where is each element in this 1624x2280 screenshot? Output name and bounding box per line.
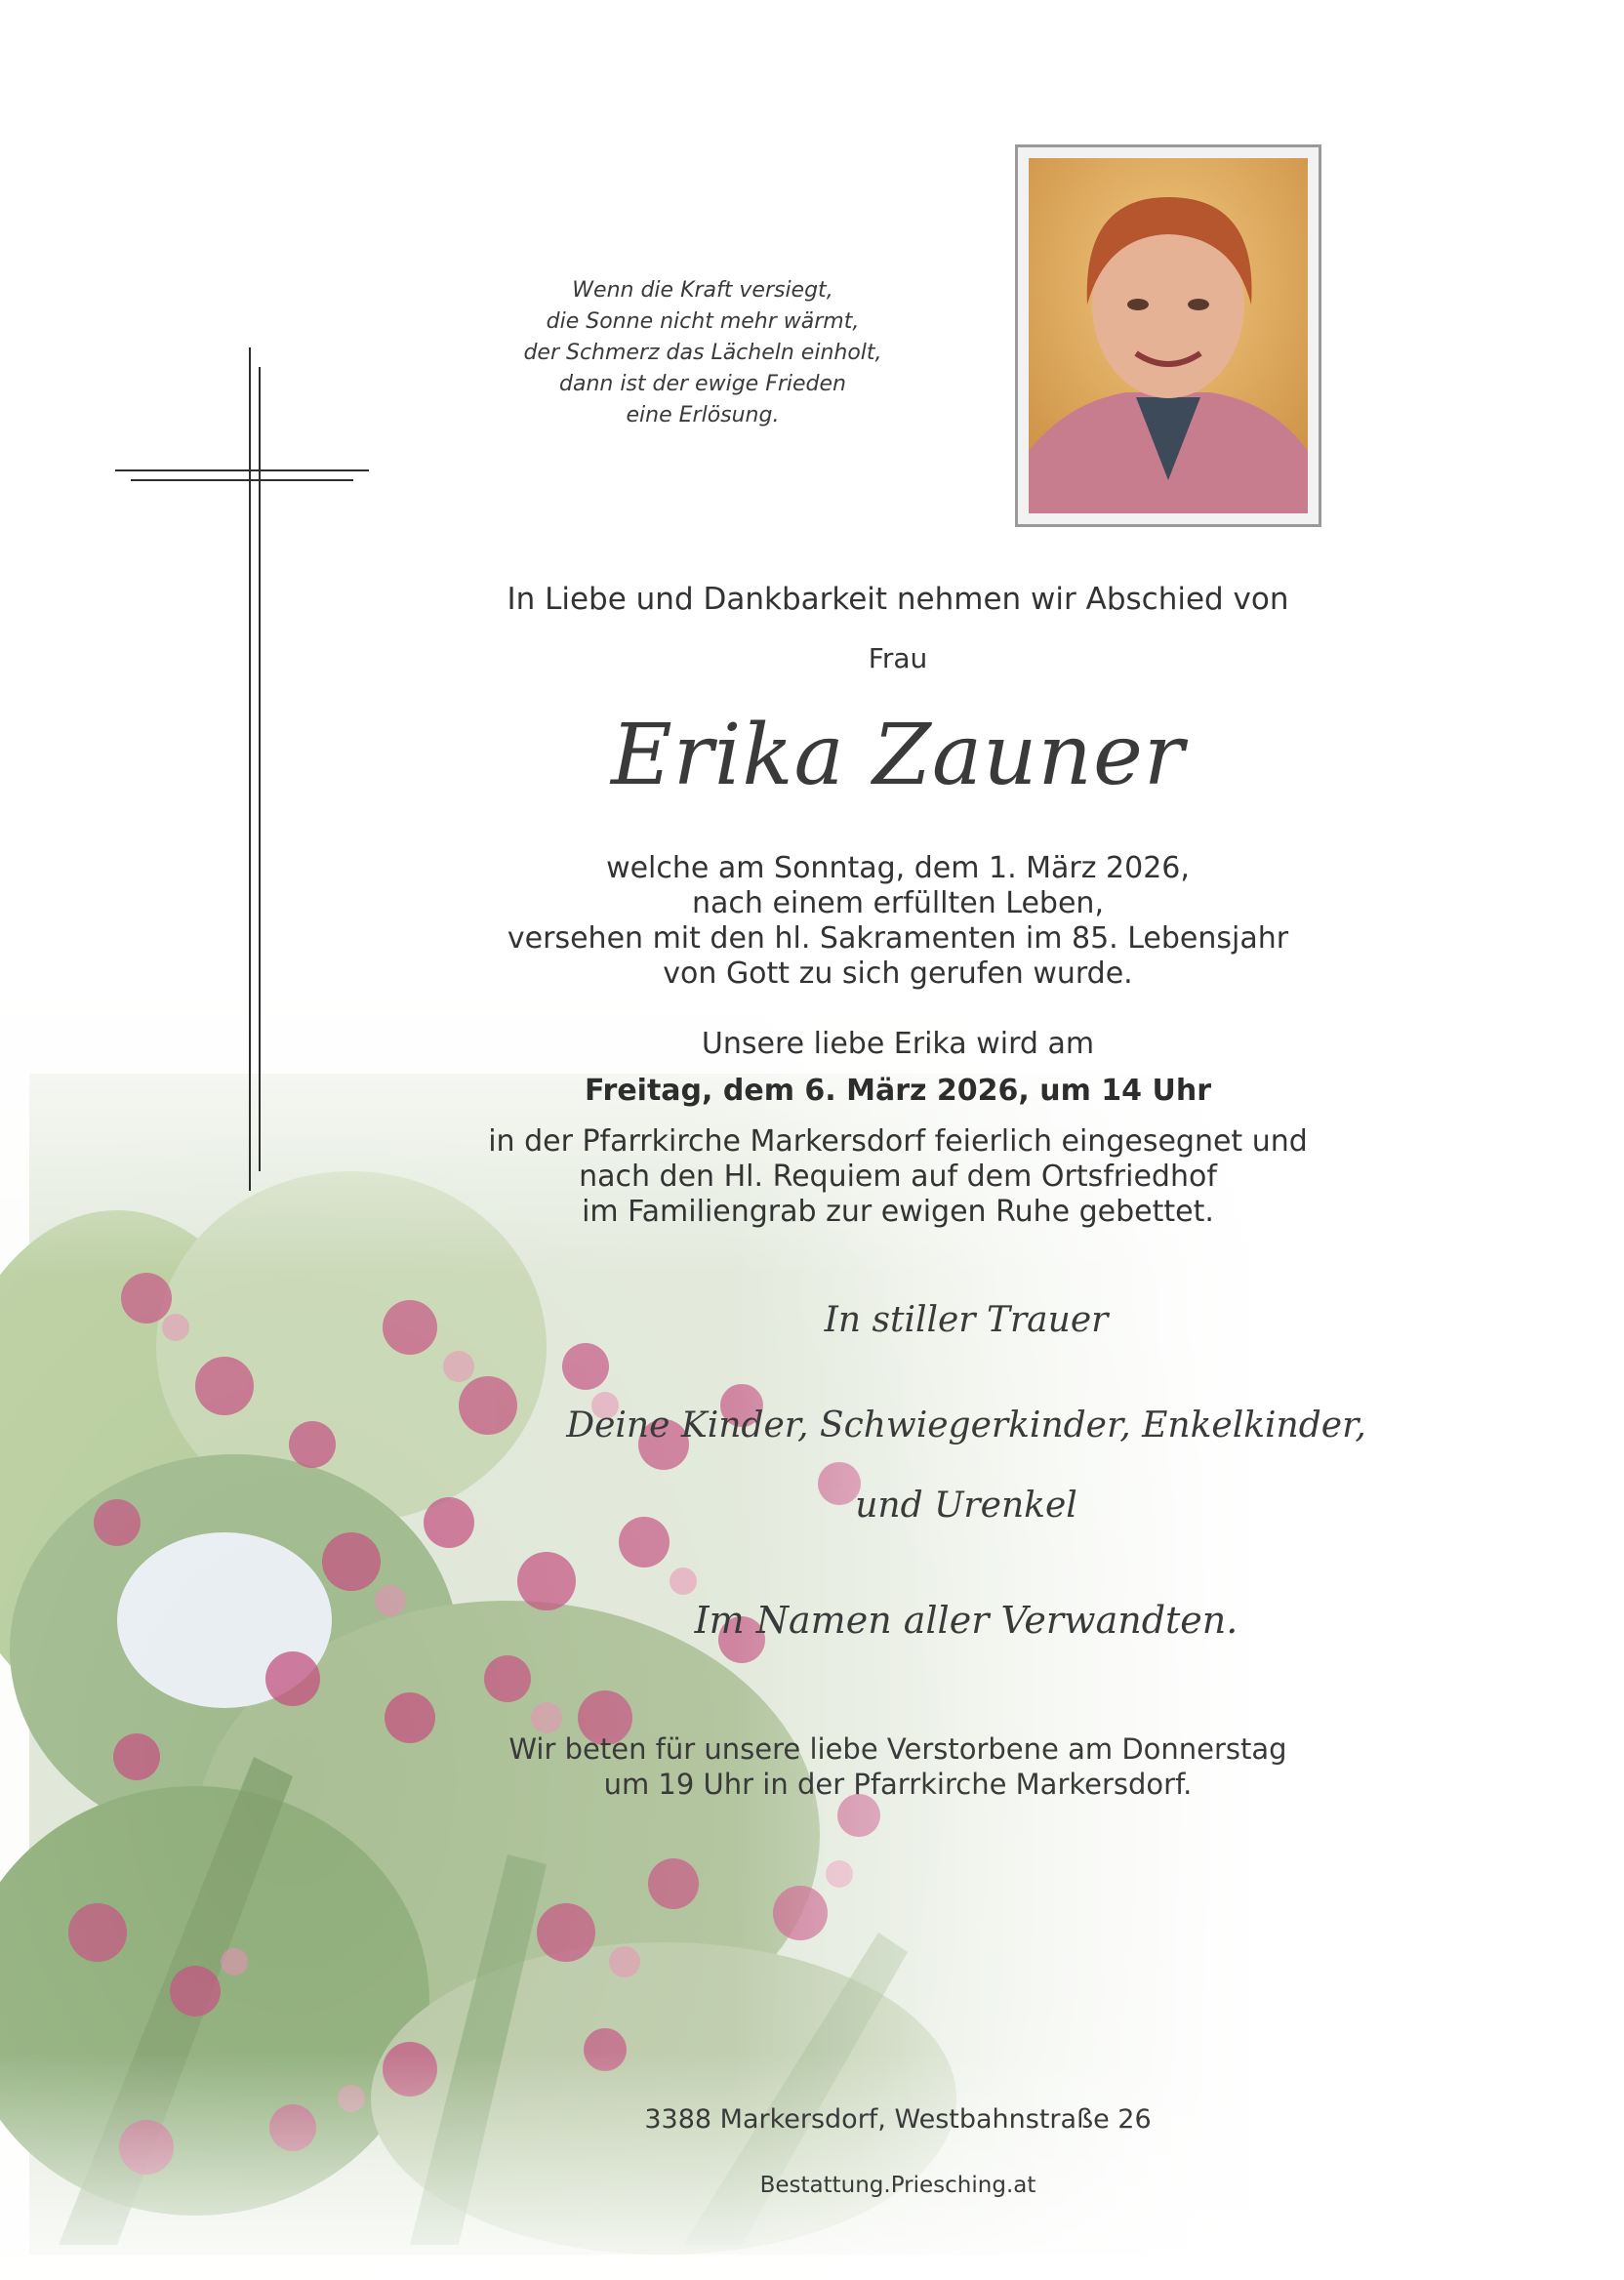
- salutation: Frau: [868, 642, 928, 674]
- death-notice-line: nach einem erfüllten Leben,: [692, 886, 1104, 920]
- ceremony-intro: Unsere liebe Erika wird am: [701, 1027, 1095, 1061]
- death-notice-line: von Gott zu sich gerufen wurde.: [663, 957, 1133, 991]
- deceased-name: Erika Zauner: [611, 707, 1185, 804]
- ceremony-line: im Familiengrab zur ewigen Ruhe gebettet.: [582, 1195, 1214, 1229]
- ceremony-details: [429, 1124, 1366, 1230]
- poem-line: dann ist der ewige Frieden: [559, 372, 846, 396]
- mourners-relatives: Im Namen aller Verwandten.: [694, 1599, 1238, 1642]
- poem-line: eine Erlösung.: [626, 403, 780, 428]
- death-notice-line: welche am Sonntag, dem 1. März 2026,: [606, 851, 1190, 885]
- death-notice: [429, 851, 1366, 992]
- poem-block: [420, 275, 986, 431]
- ceremony-line: in der Pfarrkirche Markersdorf feierlich eingesegnet und: [488, 1124, 1308, 1159]
- prayer-notice: [429, 1731, 1366, 1802]
- poem-line: die Sonne nicht mehr wärmt,: [546, 309, 860, 334]
- funeral-home-website: Bestattung.Priesching.at: [759, 2173, 1036, 2198]
- poem-line: Wenn die Kraft versiegt,: [572, 278, 833, 303]
- funeral-home-address: 3388 Markersdorf, Westbahnstraße 26: [644, 2104, 1152, 2135]
- ceremony-line: nach den Hl. Requiem auf dem Ortsfriedhof: [579, 1160, 1217, 1194]
- death-notice-line: versehen mit den hl. Sakramenten im 85. Lebensjahr: [507, 921, 1289, 956]
- portrait-photo: [1015, 144, 1321, 527]
- mourning-heading: In stiller Trauer: [824, 1300, 1109, 1340]
- farewell-intro: In Liebe und Dankbarkeit nehmen wir Abschied von: [507, 582, 1289, 617]
- mourners-family-cont: und Urenkel: [855, 1486, 1077, 1526]
- prayer-line: um 19 Uhr in der Pfarrkirche Markersdorf.: [603, 1768, 1193, 1801]
- prayer-line: Wir beten für unsere liebe Verstorbene am Donnerstag: [508, 1732, 1287, 1766]
- mourners-family: Deine Kinder, Schwiegerkinder, Enkelkinder,: [566, 1405, 1366, 1445]
- ceremony-date-time: Freitag, dem 6. März 2026, um 14 Uhr: [584, 1074, 1212, 1108]
- poem-line: der Schmerz das Lächeln einholt,: [523, 341, 882, 365]
